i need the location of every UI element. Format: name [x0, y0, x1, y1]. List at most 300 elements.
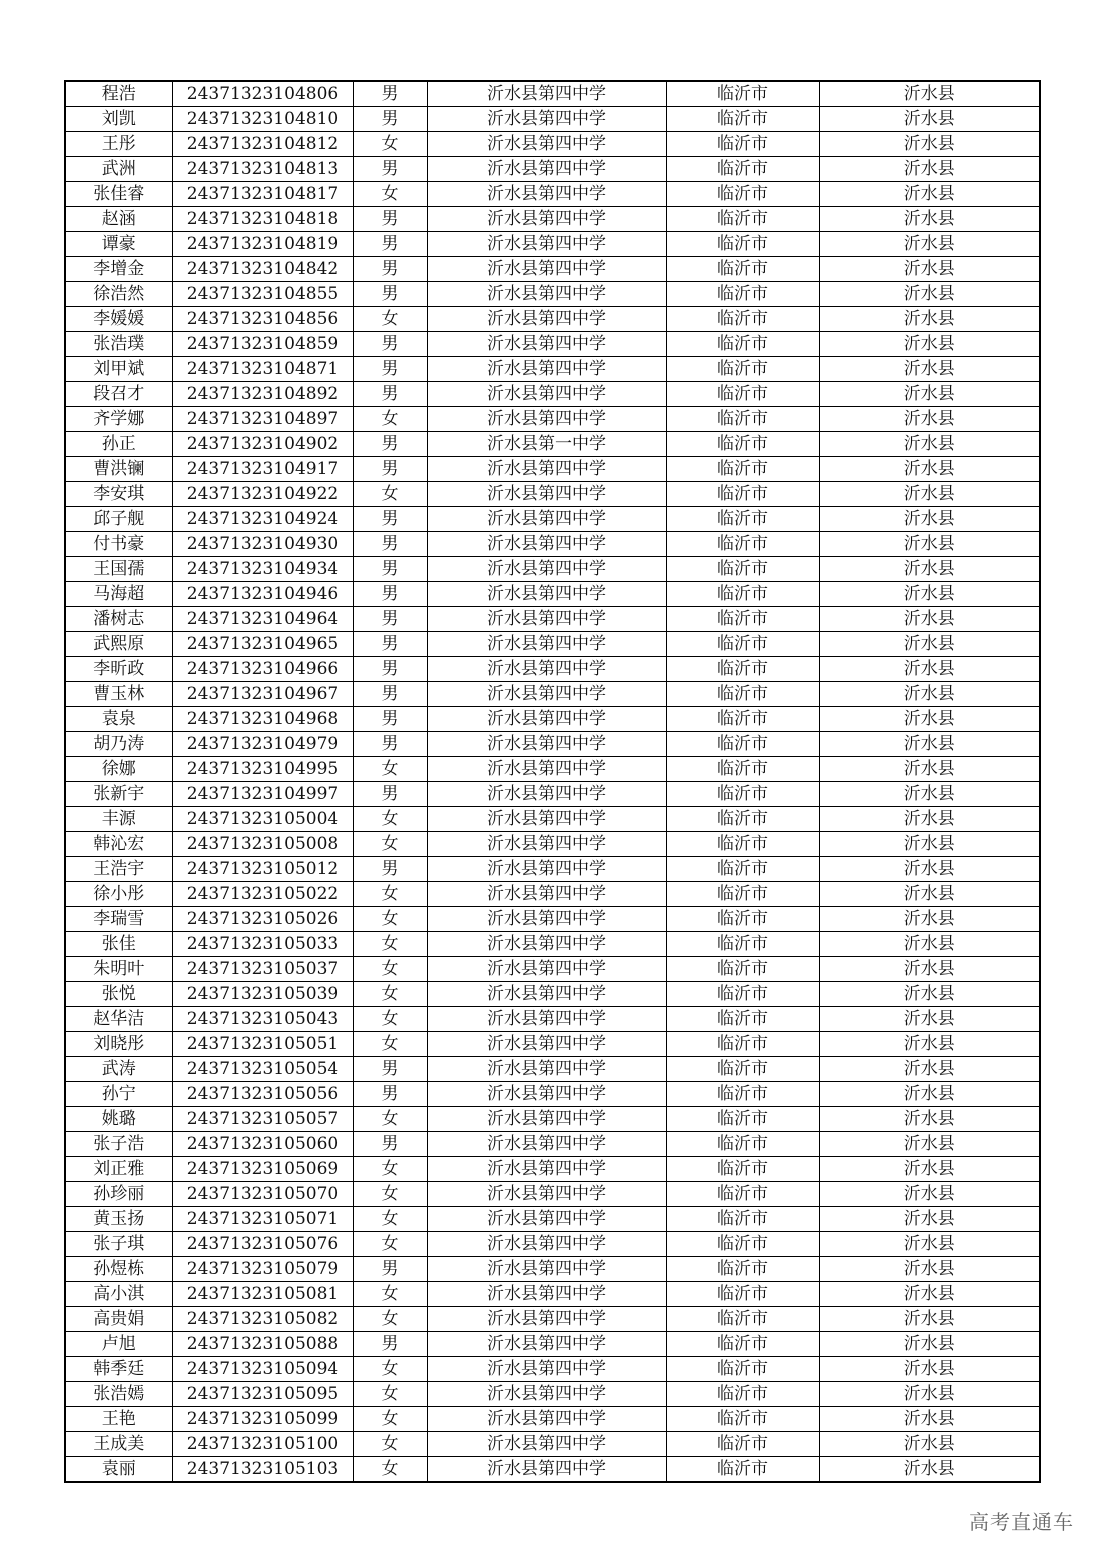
- exam-id-cell: 24371323104871: [172, 357, 353, 382]
- county-cell: 沂水县: [819, 957, 1040, 982]
- table-row: [65, 1132, 1040, 1157]
- city-cell: 临沂市: [666, 382, 819, 407]
- gender-cell: 男: [353, 432, 427, 457]
- table-row: [65, 857, 1040, 882]
- city-cell: 临沂市: [666, 907, 819, 932]
- city-cell: 临沂市: [666, 232, 819, 257]
- name-cell: 丰源: [65, 807, 172, 832]
- exam-id-cell: 24371323105082: [172, 1307, 353, 1332]
- exam-id-cell: 24371323104892: [172, 382, 353, 407]
- city-cell: 临沂市: [666, 282, 819, 307]
- gender-cell: 男: [353, 357, 427, 382]
- table-row: [65, 1382, 1040, 1407]
- exam-id-cell: 24371323105039: [172, 982, 353, 1007]
- table-row: [65, 1232, 1040, 1257]
- county-cell: 沂水县: [819, 832, 1040, 857]
- gender-cell: 男: [353, 1132, 427, 1157]
- county-cell: 沂水县: [819, 1107, 1040, 1132]
- exam-id-cell: 24371323104817: [172, 182, 353, 207]
- school-cell: 沂水县第四中学: [427, 407, 666, 432]
- school-cell: 沂水县第四中学: [427, 307, 666, 332]
- roster-body: [65, 81, 1040, 1482]
- gender-cell: 男: [353, 257, 427, 282]
- city-cell: 临沂市: [666, 732, 819, 757]
- county-cell: 沂水县: [819, 407, 1040, 432]
- table-row: [65, 932, 1040, 957]
- school-cell: 沂水县第四中学: [427, 157, 666, 182]
- county-cell: 沂水县: [819, 1032, 1040, 1057]
- county-cell: 沂水县: [819, 332, 1040, 357]
- exam-id-cell: 24371323105095: [172, 1382, 353, 1407]
- school-cell: 沂水县第四中学: [427, 207, 666, 232]
- exam-id-cell: 24371323105012: [172, 857, 353, 882]
- exam-id-cell: 24371323104855: [172, 282, 353, 307]
- county-cell: 沂水县: [819, 257, 1040, 282]
- city-cell: 临沂市: [666, 682, 819, 707]
- name-cell: 高贵娟: [65, 1307, 172, 1332]
- exam-id-cell: 24371323104810: [172, 107, 353, 132]
- gender-cell: 男: [353, 607, 427, 632]
- city-cell: 临沂市: [666, 1382, 819, 1407]
- table-row: [65, 1257, 1040, 1282]
- city-cell: 临沂市: [666, 81, 819, 107]
- county-cell: 沂水县: [819, 557, 1040, 582]
- city-cell: 临沂市: [666, 207, 819, 232]
- city-cell: 临沂市: [666, 582, 819, 607]
- gender-cell: 女: [353, 907, 427, 932]
- name-cell: 李媛媛: [65, 307, 172, 332]
- city-cell: 临沂市: [666, 932, 819, 957]
- county-cell: 沂水县: [819, 582, 1040, 607]
- county-cell: 沂水县: [819, 982, 1040, 1007]
- exam-id-cell: 24371323105008: [172, 832, 353, 857]
- county-cell: 沂水县: [819, 1282, 1040, 1307]
- city-cell: 临沂市: [666, 507, 819, 532]
- name-cell: 张佳睿: [65, 182, 172, 207]
- county-cell: 沂水县: [819, 482, 1040, 507]
- gender-cell: 女: [353, 1382, 427, 1407]
- gender-cell: 男: [353, 382, 427, 407]
- gender-cell: 男: [353, 857, 427, 882]
- gender-cell: 女: [353, 1107, 427, 1132]
- county-cell: 沂水县: [819, 1082, 1040, 1107]
- county-cell: 沂水县: [819, 107, 1040, 132]
- city-cell: 临沂市: [666, 1357, 819, 1382]
- city-cell: 临沂市: [666, 1282, 819, 1307]
- name-cell: 王彤: [65, 132, 172, 157]
- exam-id-cell: 24371323105069: [172, 1157, 353, 1182]
- school-cell: 沂水县第四中学: [427, 1007, 666, 1032]
- city-cell: 临沂市: [666, 757, 819, 782]
- exam-id-cell: 24371323105043: [172, 1007, 353, 1032]
- exam-id-cell: 24371323104964: [172, 607, 353, 632]
- table-row: [65, 732, 1040, 757]
- table-row: [65, 332, 1040, 357]
- exam-id-cell: 24371323104966: [172, 657, 353, 682]
- name-cell: 曹玉林: [65, 682, 172, 707]
- city-cell: 临沂市: [666, 982, 819, 1007]
- city-cell: 临沂市: [666, 457, 819, 482]
- table-row: [65, 957, 1040, 982]
- county-cell: 沂水县: [819, 1257, 1040, 1282]
- school-cell: 沂水县第四中学: [427, 507, 666, 532]
- gender-cell: 女: [353, 307, 427, 332]
- city-cell: 临沂市: [666, 957, 819, 982]
- table-row: [65, 1407, 1040, 1432]
- city-cell: 临沂市: [666, 1407, 819, 1432]
- gender-cell: 男: [353, 282, 427, 307]
- city-cell: 临沂市: [666, 357, 819, 382]
- school-cell: 沂水县第四中学: [427, 1132, 666, 1157]
- city-cell: 临沂市: [666, 857, 819, 882]
- gender-cell: 女: [353, 1157, 427, 1182]
- school-cell: 沂水县第四中学: [427, 232, 666, 257]
- name-cell: 张浩璞: [65, 332, 172, 357]
- school-cell: 沂水县第四中学: [427, 182, 666, 207]
- table-row: [65, 432, 1040, 457]
- county-cell: 沂水县: [819, 882, 1040, 907]
- school-cell: 沂水县第四中学: [427, 81, 666, 107]
- gender-cell: 女: [353, 482, 427, 507]
- gender-cell: 男: [353, 107, 427, 132]
- school-cell: 沂水县第四中学: [427, 257, 666, 282]
- school-cell: 沂水县第四中学: [427, 557, 666, 582]
- city-cell: 临沂市: [666, 632, 819, 657]
- city-cell: 临沂市: [666, 307, 819, 332]
- name-cell: 袁泉: [65, 707, 172, 732]
- gender-cell: 男: [353, 207, 427, 232]
- school-cell: 沂水县第四中学: [427, 582, 666, 607]
- gender-cell: 女: [353, 957, 427, 982]
- table-row: [65, 1032, 1040, 1057]
- name-cell: 程浩: [65, 81, 172, 107]
- city-cell: 临沂市: [666, 532, 819, 557]
- county-cell: 沂水县: [819, 1232, 1040, 1257]
- name-cell: 李增金: [65, 257, 172, 282]
- county-cell: 沂水县: [819, 607, 1040, 632]
- table-row: [65, 1357, 1040, 1382]
- school-cell: 沂水县第四中学: [427, 1282, 666, 1307]
- school-cell: 沂水县第一中学: [427, 432, 666, 457]
- school-cell: 沂水县第四中学: [427, 682, 666, 707]
- gender-cell: 男: [353, 582, 427, 607]
- exam-id-cell: 24371323105071: [172, 1207, 353, 1232]
- student-roster-table: [64, 80, 1041, 1483]
- city-cell: 临沂市: [666, 557, 819, 582]
- exam-id-cell: 24371323104995: [172, 757, 353, 782]
- name-cell: 邱子舰: [65, 507, 172, 532]
- city-cell: 临沂市: [666, 1132, 819, 1157]
- county-cell: 沂水县: [819, 907, 1040, 932]
- name-cell: 赵涵: [65, 207, 172, 232]
- exam-id-cell: 24371323104902: [172, 432, 353, 457]
- city-cell: 临沂市: [666, 782, 819, 807]
- gender-cell: 男: [353, 1082, 427, 1107]
- name-cell: 徐娜: [65, 757, 172, 782]
- school-cell: 沂水县第四中学: [427, 332, 666, 357]
- gender-cell: 女: [353, 1357, 427, 1382]
- school-cell: 沂水县第四中学: [427, 982, 666, 1007]
- table-row: [65, 757, 1040, 782]
- city-cell: 临沂市: [666, 107, 819, 132]
- name-cell: 王浩宇: [65, 857, 172, 882]
- exam-id-cell: 24371323105026: [172, 907, 353, 932]
- city-cell: 临沂市: [666, 432, 819, 457]
- exam-id-cell: 24371323104856: [172, 307, 353, 332]
- name-cell: 朱明叶: [65, 957, 172, 982]
- name-cell: 刘凯: [65, 107, 172, 132]
- city-cell: 临沂市: [666, 657, 819, 682]
- table-row: [65, 257, 1040, 282]
- city-cell: 临沂市: [666, 1057, 819, 1082]
- county-cell: 沂水县: [819, 732, 1040, 757]
- gender-cell: 女: [353, 1432, 427, 1457]
- city-cell: 临沂市: [666, 182, 819, 207]
- exam-id-cell: 24371323104859: [172, 332, 353, 357]
- county-cell: 沂水县: [819, 357, 1040, 382]
- school-cell: 沂水县第四中学: [427, 932, 666, 957]
- exam-id-cell: 24371323104842: [172, 257, 353, 282]
- school-cell: 沂水县第四中学: [427, 1157, 666, 1182]
- name-cell: 潘树志: [65, 607, 172, 632]
- exam-id-cell: 24371323105094: [172, 1357, 353, 1382]
- county-cell: 沂水县: [819, 1382, 1040, 1407]
- name-cell: 卢旭: [65, 1332, 172, 1357]
- table-row: [65, 1157, 1040, 1182]
- county-cell: 沂水县: [819, 1332, 1040, 1357]
- school-cell: 沂水县第四中学: [427, 632, 666, 657]
- school-cell: 沂水县第四中学: [427, 1307, 666, 1332]
- county-cell: 沂水县: [819, 532, 1040, 557]
- name-cell: 张子琪: [65, 1232, 172, 1257]
- table-row: [65, 907, 1040, 932]
- name-cell: 王国孺: [65, 557, 172, 582]
- exam-id-cell: 24371323105103: [172, 1457, 353, 1483]
- county-cell: 沂水县: [819, 1457, 1040, 1483]
- city-cell: 临沂市: [666, 1082, 819, 1107]
- gender-cell: 男: [353, 732, 427, 757]
- gender-cell: 女: [353, 932, 427, 957]
- table-row: [65, 1007, 1040, 1032]
- exam-id-cell: 24371323105054: [172, 1057, 353, 1082]
- city-cell: 临沂市: [666, 1257, 819, 1282]
- city-cell: 临沂市: [666, 132, 819, 157]
- name-cell: 徐小彤: [65, 882, 172, 907]
- exam-id-cell: 24371323104819: [172, 232, 353, 257]
- table-row: [65, 1182, 1040, 1207]
- name-cell: 王成美: [65, 1432, 172, 1457]
- gender-cell: 女: [353, 1182, 427, 1207]
- exam-id-cell: 24371323105037: [172, 957, 353, 982]
- exam-id-cell: 24371323104979: [172, 732, 353, 757]
- school-cell: 沂水县第四中学: [427, 107, 666, 132]
- gender-cell: 女: [353, 1232, 427, 1257]
- county-cell: 沂水县: [819, 382, 1040, 407]
- table-row: [65, 232, 1040, 257]
- city-cell: 临沂市: [666, 832, 819, 857]
- county-cell: 沂水县: [819, 232, 1040, 257]
- name-cell: 姚璐: [65, 1107, 172, 1132]
- county-cell: 沂水县: [819, 1157, 1040, 1182]
- table-row: [65, 132, 1040, 157]
- name-cell: 谭豪: [65, 232, 172, 257]
- city-cell: 临沂市: [666, 482, 819, 507]
- county-cell: 沂水县: [819, 782, 1040, 807]
- name-cell: 齐学娜: [65, 407, 172, 432]
- city-cell: 临沂市: [666, 1307, 819, 1332]
- table-row: [65, 532, 1040, 557]
- county-cell: 沂水县: [819, 932, 1040, 957]
- school-cell: 沂水县第四中学: [427, 732, 666, 757]
- gender-cell: 男: [353, 782, 427, 807]
- gender-cell: 女: [353, 182, 427, 207]
- school-cell: 沂水县第四中学: [427, 132, 666, 157]
- city-cell: 临沂市: [666, 607, 819, 632]
- city-cell: 临沂市: [666, 1457, 819, 1483]
- table-row: [65, 157, 1040, 182]
- county-cell: 沂水县: [819, 81, 1040, 107]
- gender-cell: 男: [353, 707, 427, 732]
- county-cell: 沂水县: [819, 1057, 1040, 1082]
- name-cell: 刘晓彤: [65, 1032, 172, 1057]
- name-cell: 曹洪镧: [65, 457, 172, 482]
- school-cell: 沂水县第四中学: [427, 457, 666, 482]
- county-cell: 沂水县: [819, 132, 1040, 157]
- gender-cell: 男: [353, 1332, 427, 1357]
- table-row: [65, 1332, 1040, 1357]
- exam-id-cell: 24371323104917: [172, 457, 353, 482]
- gender-cell: 女: [353, 832, 427, 857]
- school-cell: 沂水县第四中学: [427, 1232, 666, 1257]
- school-cell: 沂水县第四中学: [427, 1432, 666, 1457]
- gender-cell: 男: [353, 81, 427, 107]
- table-row: [65, 207, 1040, 232]
- table-row: [65, 607, 1040, 632]
- name-cell: 孙宁: [65, 1082, 172, 1107]
- school-cell: 沂水县第四中学: [427, 532, 666, 557]
- table-row: [65, 107, 1040, 132]
- gender-cell: 女: [353, 1282, 427, 1307]
- gender-cell: 女: [353, 132, 427, 157]
- gender-cell: 女: [353, 1207, 427, 1232]
- city-cell: 临沂市: [666, 332, 819, 357]
- gender-cell: 女: [353, 1032, 427, 1057]
- name-cell: 韩季廷: [65, 1357, 172, 1382]
- city-cell: 临沂市: [666, 1332, 819, 1357]
- table-row: [65, 807, 1040, 832]
- exam-id-cell: 24371323104930: [172, 532, 353, 557]
- name-cell: 张子浩: [65, 1132, 172, 1157]
- table-row: [65, 182, 1040, 207]
- gender-cell: 男: [353, 657, 427, 682]
- table-row: [65, 282, 1040, 307]
- gender-cell: 男: [353, 457, 427, 482]
- exam-id-cell: 24371323104968: [172, 707, 353, 732]
- school-cell: 沂水县第四中学: [427, 757, 666, 782]
- county-cell: 沂水县: [819, 282, 1040, 307]
- school-cell: 沂水县第四中学: [427, 1382, 666, 1407]
- table-row: [65, 1457, 1040, 1483]
- name-cell: 武涛: [65, 1057, 172, 1082]
- exam-id-cell: 24371323104934: [172, 557, 353, 582]
- table-row: [65, 507, 1040, 532]
- exam-id-cell: 24371323105081: [172, 1282, 353, 1307]
- school-cell: 沂水县第四中学: [427, 1332, 666, 1357]
- city-cell: 临沂市: [666, 807, 819, 832]
- gender-cell: 男: [353, 1057, 427, 1082]
- school-cell: 沂水县第四中学: [427, 1032, 666, 1057]
- exam-id-cell: 24371323104818: [172, 207, 353, 232]
- exam-id-cell: 24371323105099: [172, 1407, 353, 1432]
- city-cell: 临沂市: [666, 407, 819, 432]
- exam-id-cell: 24371323104813: [172, 157, 353, 182]
- school-cell: 沂水县第四中学: [427, 1182, 666, 1207]
- county-cell: 沂水县: [819, 857, 1040, 882]
- county-cell: 沂水县: [819, 1182, 1040, 1207]
- city-cell: 临沂市: [666, 707, 819, 732]
- table-row: [65, 1432, 1040, 1457]
- school-cell: 沂水县第四中学: [427, 482, 666, 507]
- gender-cell: 男: [353, 232, 427, 257]
- gender-cell: 女: [353, 407, 427, 432]
- county-cell: 沂水县: [819, 1007, 1040, 1032]
- name-cell: 张佳: [65, 932, 172, 957]
- exam-id-cell: 24371323104997: [172, 782, 353, 807]
- table-row: [65, 457, 1040, 482]
- table-row: [65, 682, 1040, 707]
- name-cell: 李昕政: [65, 657, 172, 682]
- table-row: [65, 407, 1040, 432]
- name-cell: 张悦: [65, 982, 172, 1007]
- exam-id-cell: 24371323105100: [172, 1432, 353, 1457]
- exam-id-cell: 24371323104806: [172, 81, 353, 107]
- county-cell: 沂水县: [819, 507, 1040, 532]
- table-row: [65, 357, 1040, 382]
- name-cell: 付书豪: [65, 532, 172, 557]
- school-cell: 沂水县第四中学: [427, 1207, 666, 1232]
- school-cell: 沂水县第四中学: [427, 707, 666, 732]
- county-cell: 沂水县: [819, 1132, 1040, 1157]
- city-cell: 临沂市: [666, 1107, 819, 1132]
- table-row: [65, 1082, 1040, 1107]
- city-cell: 临沂市: [666, 1182, 819, 1207]
- school-cell: 沂水县第四中学: [427, 1107, 666, 1132]
- city-cell: 临沂市: [666, 1232, 819, 1257]
- name-cell: 刘甲斌: [65, 357, 172, 382]
- county-cell: 沂水县: [819, 1307, 1040, 1332]
- name-cell: 袁丽: [65, 1457, 172, 1483]
- name-cell: 高小淇: [65, 1282, 172, 1307]
- county-cell: 沂水县: [819, 682, 1040, 707]
- name-cell: 马海超: [65, 582, 172, 607]
- gender-cell: 男: [353, 532, 427, 557]
- table-row: [65, 1057, 1040, 1082]
- school-cell: 沂水县第四中学: [427, 957, 666, 982]
- city-cell: 临沂市: [666, 1032, 819, 1057]
- county-cell: 沂水县: [819, 182, 1040, 207]
- table-row: [65, 1207, 1040, 1232]
- county-cell: 沂水县: [819, 1407, 1040, 1432]
- county-cell: 沂水县: [819, 707, 1040, 732]
- table-row: [65, 1107, 1040, 1132]
- name-cell: 李安琪: [65, 482, 172, 507]
- name-cell: 刘正雅: [65, 1157, 172, 1182]
- name-cell: 王艳: [65, 1407, 172, 1432]
- name-cell: 孙正: [65, 432, 172, 457]
- exam-id-cell: 24371323104965: [172, 632, 353, 657]
- school-cell: 沂水县第四中学: [427, 607, 666, 632]
- exam-id-cell: 24371323104924: [172, 507, 353, 532]
